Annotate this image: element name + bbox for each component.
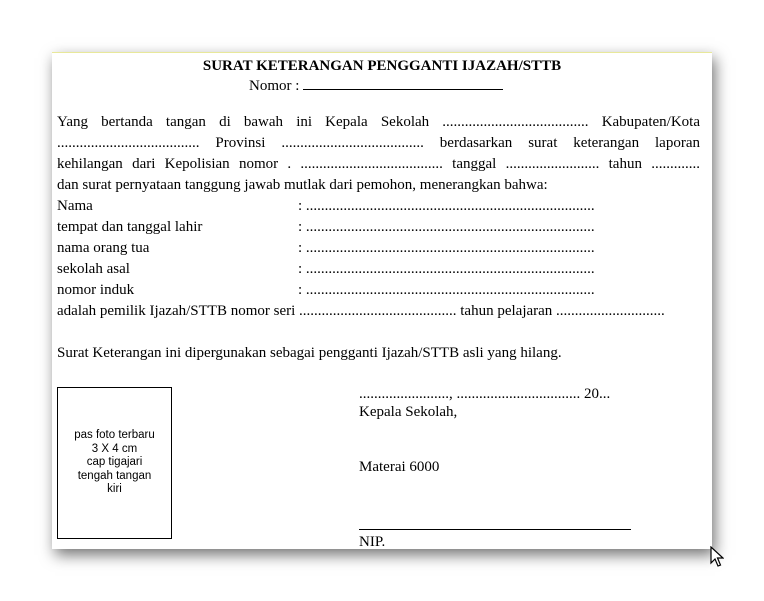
- field-value-nomor-induk: : .............................................................................: [298, 282, 595, 298]
- photo-text: 3 X 4 cm: [91, 442, 138, 455]
- photo-text: tengah tangan: [77, 469, 152, 482]
- photo-text: pas foto terbaru: [74, 429, 155, 442]
- nomor-label: Nomor :: [249, 78, 300, 94]
- field-label-orang-tua: nama orang tua: [57, 240, 150, 256]
- field-value-ttl: : .............................................................................: [298, 219, 595, 235]
- usage-line: Surat Keterangan ini dipergunakan sebagai pengganti Ijazah/STTB asli yang hilang.: [57, 345, 562, 361]
- photo-box: [57, 387, 172, 539]
- document-page: [52, 52, 712, 549]
- paragraph-line: dan surat pernyataan tanggung jawab mutlak dari pemohon, menerangkan bahwa:: [57, 177, 548, 193]
- place-date: ........................, ................................. 20...: [359, 386, 611, 402]
- photo-text: kiri: [107, 483, 122, 496]
- signature-line: [359, 529, 631, 530]
- mouse-cursor-icon: [710, 546, 724, 568]
- paragraph-line: Yang bertanda tangan di bawah ini Kepala Sekolah ....................................... Kabupaten/Kota: [57, 114, 700, 130]
- field-value-nama: : .............................................................................: [298, 198, 595, 214]
- document-title: SURAT KETERANGAN PENGGANTI IJAZAH/STTB: [202, 58, 562, 74]
- nomor-field: [249, 75, 503, 97]
- field-label-sekolah-asal: sekolah asal: [57, 261, 130, 277]
- signer-role: Kepala Sekolah,: [359, 404, 458, 420]
- field-label-nomor-induk: nomor induk: [57, 282, 135, 298]
- field-label-nama: Nama: [57, 198, 93, 214]
- nip-label: NIP.: [359, 534, 386, 550]
- field-label-ttl: tempat dan tanggal lahir: [57, 219, 203, 235]
- paragraph-line: ...................................... Provinsi ...................................... berdasarkan surat keterangan laporan: [57, 135, 700, 151]
- paragraph-line: kehilangan dari Kepolisian nomor . ...................................... tanggal ......................... tahun .............: [57, 156, 700, 172]
- owner-line: adalah pemilik Ijazah/STTB nomor seri .......................................... tahun pelajaran .............................: [57, 303, 665, 319]
- field-value-sekolah-asal: : .............................................................................: [298, 261, 595, 277]
- field-value-orang-tua: : .............................................................................: [298, 240, 595, 256]
- nomor-blank-line: [303, 75, 503, 90]
- photo-text: cap tigajari: [86, 456, 143, 469]
- stamp-label: Materai 6000: [359, 459, 440, 475]
